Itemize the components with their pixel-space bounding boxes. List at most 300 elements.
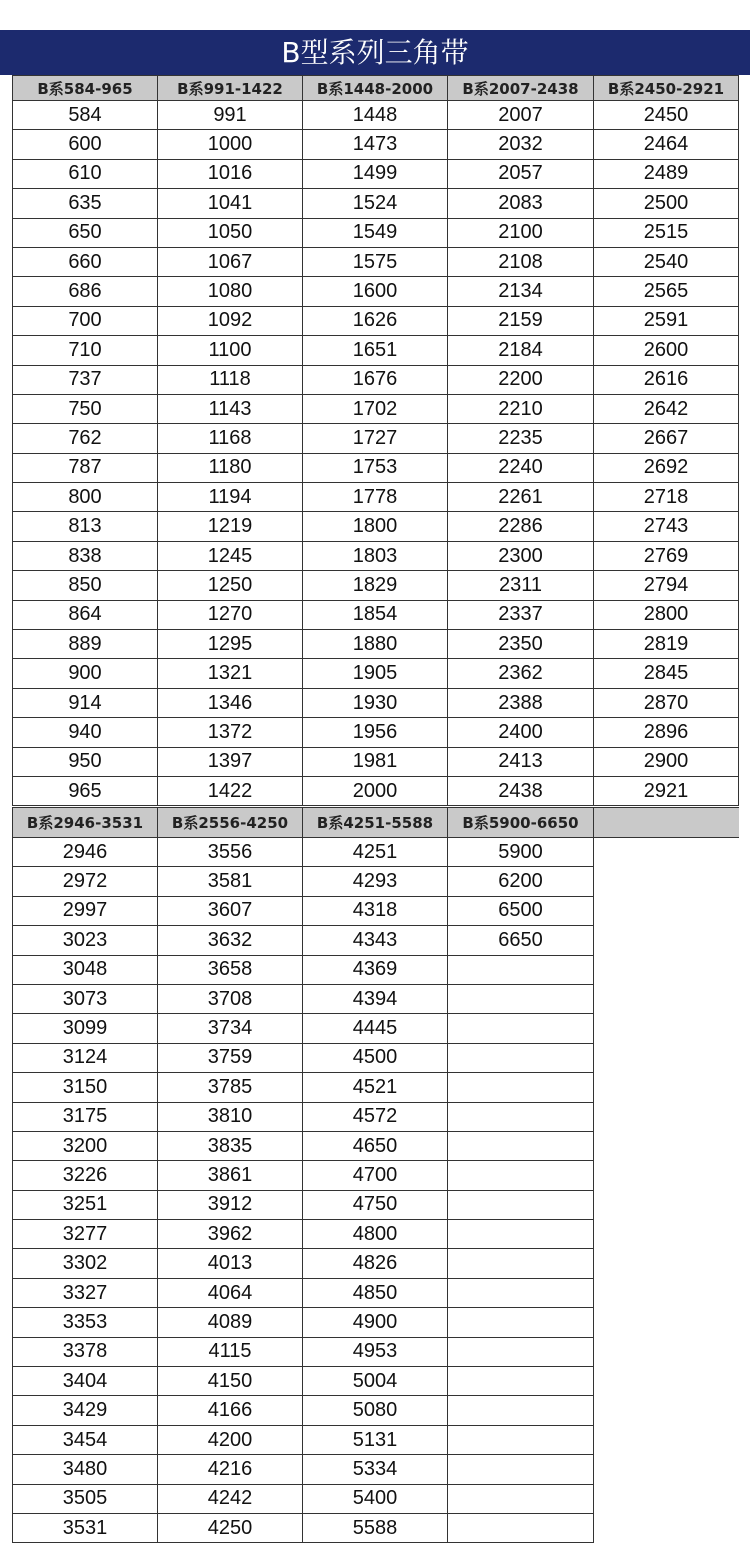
table-cell: 1118 [158,365,303,394]
table-cell: 1422 [158,776,303,805]
column-header: B系2946-3531 [13,808,158,838]
table-cell: 4293 [303,867,448,896]
table-cell: 3658 [158,955,303,984]
table-cell: 2921 [594,776,739,805]
blank-cell [594,1161,739,1190]
table-cell: 650 [13,218,158,247]
table-cell: 4850 [303,1278,448,1307]
table-cell: 900 [13,659,158,688]
table-cell: 4343 [303,926,448,955]
table-cell: 4318 [303,896,448,925]
belt-length-table-2 [12,807,739,1543]
table-row [13,394,739,423]
table-cell: 4115 [158,1337,303,1366]
table-row [13,159,739,188]
table-cell: 1778 [303,483,448,512]
table-cell: 1092 [158,306,303,335]
blank-cell [594,1102,739,1131]
table-cell: 4064 [158,1278,303,1307]
table-cell: 762 [13,424,158,453]
table-cell: 4013 [158,1249,303,1278]
column-header: B系2450-2921 [594,76,739,101]
table-cell: 4166 [158,1396,303,1425]
table-cell: 2388 [448,688,594,717]
table-row [13,277,739,306]
table-cell: 686 [13,277,158,306]
table-row [13,630,739,659]
table-cell: 1473 [303,130,448,159]
table-cell: 3785 [158,1073,303,1102]
table-cell: 1448 [303,101,448,130]
table-cell: 700 [13,306,158,335]
table-row [13,838,739,867]
table-cell: 1067 [158,247,303,276]
table-cell: 2616 [594,365,739,394]
table-cell: 737 [13,365,158,394]
blank-cell [594,1190,739,1219]
table-row [13,688,739,717]
table-cell: 1803 [303,541,448,570]
table-row [13,1043,739,1072]
table-cell: 4251 [303,838,448,867]
table-cell: 710 [13,336,158,365]
table-cell: 3302 [13,1249,158,1278]
table-row [13,218,739,247]
blank-cell [594,1220,739,1249]
table-cell: 3835 [158,1131,303,1160]
table-cell: 4650 [303,1131,448,1160]
table-cell: 2210 [448,394,594,423]
empty-cell [448,1102,594,1131]
table-cell: 4826 [303,1249,448,1278]
table-cell: 1397 [158,747,303,776]
empty-cell [448,1131,594,1160]
table-row [13,896,739,925]
table-row [13,600,739,629]
column-header: B系4251-5588 [303,808,448,838]
empty-cell [448,1014,594,1043]
table-row [13,747,739,776]
table-cell: 2972 [13,867,158,896]
table-cell: 1180 [158,453,303,482]
table-cell: 2667 [594,424,739,453]
table-cell: 5004 [303,1367,448,1396]
table-cell: 4250 [158,1513,303,1542]
table-row [13,1425,739,1454]
table-cell: 3480 [13,1455,158,1484]
table-cell: 1702 [303,394,448,423]
table-cell: 4445 [303,1014,448,1043]
table-row [13,1308,739,1337]
table-row [13,955,739,984]
table-cell: 2413 [448,747,594,776]
table-cell: 1346 [158,688,303,717]
table-row [13,1513,739,1542]
table-cell: 1854 [303,600,448,629]
table-row [13,1014,739,1043]
table-cell: 1295 [158,630,303,659]
table-cell: 864 [13,600,158,629]
table-cell: 2350 [448,630,594,659]
table-cell: 2997 [13,896,158,925]
table-row [13,718,739,747]
table-cell: 2845 [594,659,739,688]
table-cell: 2108 [448,247,594,276]
table-row [13,776,739,805]
table-cell: 3048 [13,955,158,984]
blank-cell [594,1484,739,1513]
blank-cell [594,1513,739,1542]
table-cell: 3327 [13,1278,158,1307]
table-cell: 1549 [303,218,448,247]
column-header: B系5900-6650 [448,808,594,838]
table-cell: 2235 [448,424,594,453]
table-row [13,659,739,688]
blank-cell [594,1014,739,1043]
table-cell: 1080 [158,277,303,306]
table-cell: 2591 [594,306,739,335]
blank-cell [594,1337,739,1366]
table-cell: 800 [13,483,158,512]
empty-cell [448,1161,594,1190]
empty-cell [448,1278,594,1307]
table-cell: 2007 [448,101,594,130]
empty-cell [448,984,594,1013]
table-cell: 2464 [594,130,739,159]
table-cell: 1956 [303,718,448,747]
table-row [13,1131,739,1160]
table-cell: 3175 [13,1102,158,1131]
table-cell: 940 [13,718,158,747]
table-cell: 1000 [158,130,303,159]
table-cell: 3073 [13,984,158,1013]
table-cell: 991 [158,101,303,130]
table-cell: 2438 [448,776,594,805]
table-cell: 2642 [594,394,739,423]
table-header-row [13,808,739,838]
empty-cell [448,1190,594,1219]
table-row [13,541,739,570]
table-cell: 1524 [303,189,448,218]
table-cell: 6200 [448,867,594,896]
table-cell: 2800 [594,600,739,629]
table-cell: 600 [13,130,158,159]
table-cell: 4900 [303,1308,448,1337]
empty-cell [448,1073,594,1102]
table-cell: 2896 [594,718,739,747]
table-cell: 2515 [594,218,739,247]
table-cell: 660 [13,247,158,276]
empty-cell [448,1308,594,1337]
table-cell: 4572 [303,1102,448,1131]
blank-cell [594,984,739,1013]
table-cell: 850 [13,571,158,600]
table-cell: 3150 [13,1073,158,1102]
table-row [13,1161,739,1190]
table-cell: 2489 [594,159,739,188]
table-row [13,1220,739,1249]
table-cell: 5080 [303,1396,448,1425]
table-cell: 1100 [158,336,303,365]
table-cell: 1050 [158,218,303,247]
empty-cell [448,1043,594,1072]
table-cell: 3429 [13,1396,158,1425]
table-cell: 2032 [448,130,594,159]
table-cell: 3505 [13,1484,158,1513]
table-cell: 1676 [303,365,448,394]
table-cell: 1245 [158,541,303,570]
blank-cell [594,1308,739,1337]
table-cell: 4521 [303,1073,448,1102]
table-cell: 965 [13,776,158,805]
table-cell: 3200 [13,1131,158,1160]
table-row [13,1396,739,1425]
empty-cell [448,1425,594,1454]
table-cell: 3708 [158,984,303,1013]
table-cell: 5334 [303,1455,448,1484]
table-row [13,1337,739,1366]
blank-header-cell [594,808,739,838]
table-cell: 1727 [303,424,448,453]
column-header: B系991-1422 [158,76,303,101]
table-row [13,984,739,1013]
table-cell: 3251 [13,1190,158,1219]
table-cell: 1930 [303,688,448,717]
table-cell: 1143 [158,394,303,423]
table-cell: 3378 [13,1337,158,1366]
table-cell: 2200 [448,365,594,394]
table-row [13,926,739,955]
table-cell: 3531 [13,1513,158,1542]
table-row [13,130,739,159]
table-cell: 3353 [13,1308,158,1337]
empty-cell [448,1249,594,1278]
table-cell: 1016 [158,159,303,188]
column-header: B系2007-2438 [448,76,594,101]
column-header: B系584-965 [13,76,158,101]
table-cell: 1194 [158,483,303,512]
table-cell: 2692 [594,453,739,482]
table-cell: 4700 [303,1161,448,1190]
table-cell: 2240 [448,453,594,482]
table-cell: 4089 [158,1308,303,1337]
table-cell: 3861 [158,1161,303,1190]
table-cell: 1829 [303,571,448,600]
table-cell: 2100 [448,218,594,247]
table-cell: 1250 [158,571,303,600]
table-cell: 1651 [303,336,448,365]
table-row [13,424,739,453]
table-cell: 2946 [13,838,158,867]
empty-cell [448,955,594,984]
empty-cell [448,1484,594,1513]
empty-cell [448,1220,594,1249]
blank-cell [594,867,739,896]
table-cell: 5900 [448,838,594,867]
table-cell: 1600 [303,277,448,306]
table-cell: 3099 [13,1014,158,1043]
table-cell: 2311 [448,571,594,600]
table-cell: 3404 [13,1367,158,1396]
table-cell: 584 [13,101,158,130]
table-row [13,571,739,600]
blank-cell [594,1043,739,1072]
table-cell: 787 [13,453,158,482]
table-cell: 3277 [13,1220,158,1249]
table-cell: 2870 [594,688,739,717]
table-cell: 610 [13,159,158,188]
table-cell: 4500 [303,1043,448,1072]
blank-cell [594,896,739,925]
table-cell: 2000 [303,776,448,805]
table-cell: 4216 [158,1455,303,1484]
table-cell: 3759 [158,1043,303,1072]
table-cell: 3556 [158,838,303,867]
column-header: B系1448-2000 [303,76,448,101]
table-row [13,306,739,335]
empty-cell [448,1396,594,1425]
table-cell: 1499 [303,159,448,188]
table-cell: 2159 [448,306,594,335]
table-row [13,189,739,218]
blank-cell [594,1425,739,1454]
table-row [13,1278,739,1307]
table-row [13,365,739,394]
table-cell: 5400 [303,1484,448,1513]
table-cell: 1372 [158,718,303,747]
table-row [13,101,739,130]
table-row [13,1073,739,1102]
blank-cell [594,1249,739,1278]
table-cell: 4953 [303,1337,448,1366]
table-row [13,247,739,276]
table-cell: 3810 [158,1102,303,1131]
belt-length-table-1 [12,75,739,806]
table-row [13,1190,739,1219]
table-cell: 1168 [158,424,303,453]
table-cell: 3581 [158,867,303,896]
table-cell: 3632 [158,926,303,955]
blank-cell [594,838,739,867]
table-cell: 1321 [158,659,303,688]
table-row [13,1484,739,1513]
table-cell: 2450 [594,101,739,130]
table-row [13,1102,739,1131]
table-cell: 3023 [13,926,158,955]
table-cell: 3912 [158,1190,303,1219]
table-cell: 2819 [594,630,739,659]
column-header: B系2556-4250 [158,808,303,838]
table-cell: 1800 [303,512,448,541]
table-cell: 1880 [303,630,448,659]
blank-cell [594,1073,739,1102]
table-cell: 3454 [13,1425,158,1454]
table-cell: 2083 [448,189,594,218]
table-cell: 4150 [158,1367,303,1396]
table-cell: 2400 [448,718,594,747]
table-cell: 2743 [594,512,739,541]
table-row [13,1455,739,1484]
table-cell: 4750 [303,1190,448,1219]
table-cell: 2362 [448,659,594,688]
page-title: B型系列三角带 [0,30,750,75]
table-cell: 1575 [303,247,448,276]
table-cell: 4242 [158,1484,303,1513]
table-cell: 2184 [448,336,594,365]
table-cell: 4369 [303,955,448,984]
table-cell: 2500 [594,189,739,218]
table-cell: 838 [13,541,158,570]
blank-cell [594,1396,739,1425]
table-cell: 2718 [594,483,739,512]
table-cell: 4394 [303,984,448,1013]
blank-cell [594,1278,739,1307]
table-cell: 4800 [303,1220,448,1249]
table-cell: 1981 [303,747,448,776]
table-row [13,867,739,896]
table-cell: 6650 [448,926,594,955]
table-cell: 3734 [158,1014,303,1043]
table-cell: 635 [13,189,158,218]
blank-cell [594,1131,739,1160]
table-cell: 950 [13,747,158,776]
table-cell: 914 [13,688,158,717]
empty-cell [448,1513,594,1542]
table-cell: 2300 [448,541,594,570]
table-cell: 2057 [448,159,594,188]
table-cell: 1753 [303,453,448,482]
empty-cell [448,1455,594,1484]
table-cell: 2540 [594,247,739,276]
table-row [13,1367,739,1396]
table-cell: 1905 [303,659,448,688]
table-cell: 4200 [158,1425,303,1454]
table-row [13,453,739,482]
blank-cell [594,1455,739,1484]
table-cell: 3607 [158,896,303,925]
blank-cell [594,1367,739,1396]
table-cell: 3124 [13,1043,158,1072]
table-cell: 1270 [158,600,303,629]
table-row [13,483,739,512]
table-cell: 2261 [448,483,594,512]
table-header-row [13,76,739,101]
table-cell: 2134 [448,277,594,306]
empty-cell [448,1367,594,1396]
table-cell: 1219 [158,512,303,541]
table-row [13,336,739,365]
table-cell: 2794 [594,571,739,600]
table-cell: 1041 [158,189,303,218]
table-cell: 5588 [303,1513,448,1542]
table-row [13,1249,739,1278]
blank-cell [594,955,739,984]
table-cell: 750 [13,394,158,423]
table-cell: 889 [13,630,158,659]
table-cell: 6500 [448,896,594,925]
table-cell: 5131 [303,1425,448,1454]
table-cell: 3226 [13,1161,158,1190]
table-cell: 2900 [594,747,739,776]
table-cell: 813 [13,512,158,541]
table-cell: 2769 [594,541,739,570]
blank-cell [594,926,739,955]
table-cell: 2565 [594,277,739,306]
table-cell: 2337 [448,600,594,629]
table-cell: 1626 [303,306,448,335]
table-cell: 3962 [158,1220,303,1249]
table-cell: 2600 [594,336,739,365]
